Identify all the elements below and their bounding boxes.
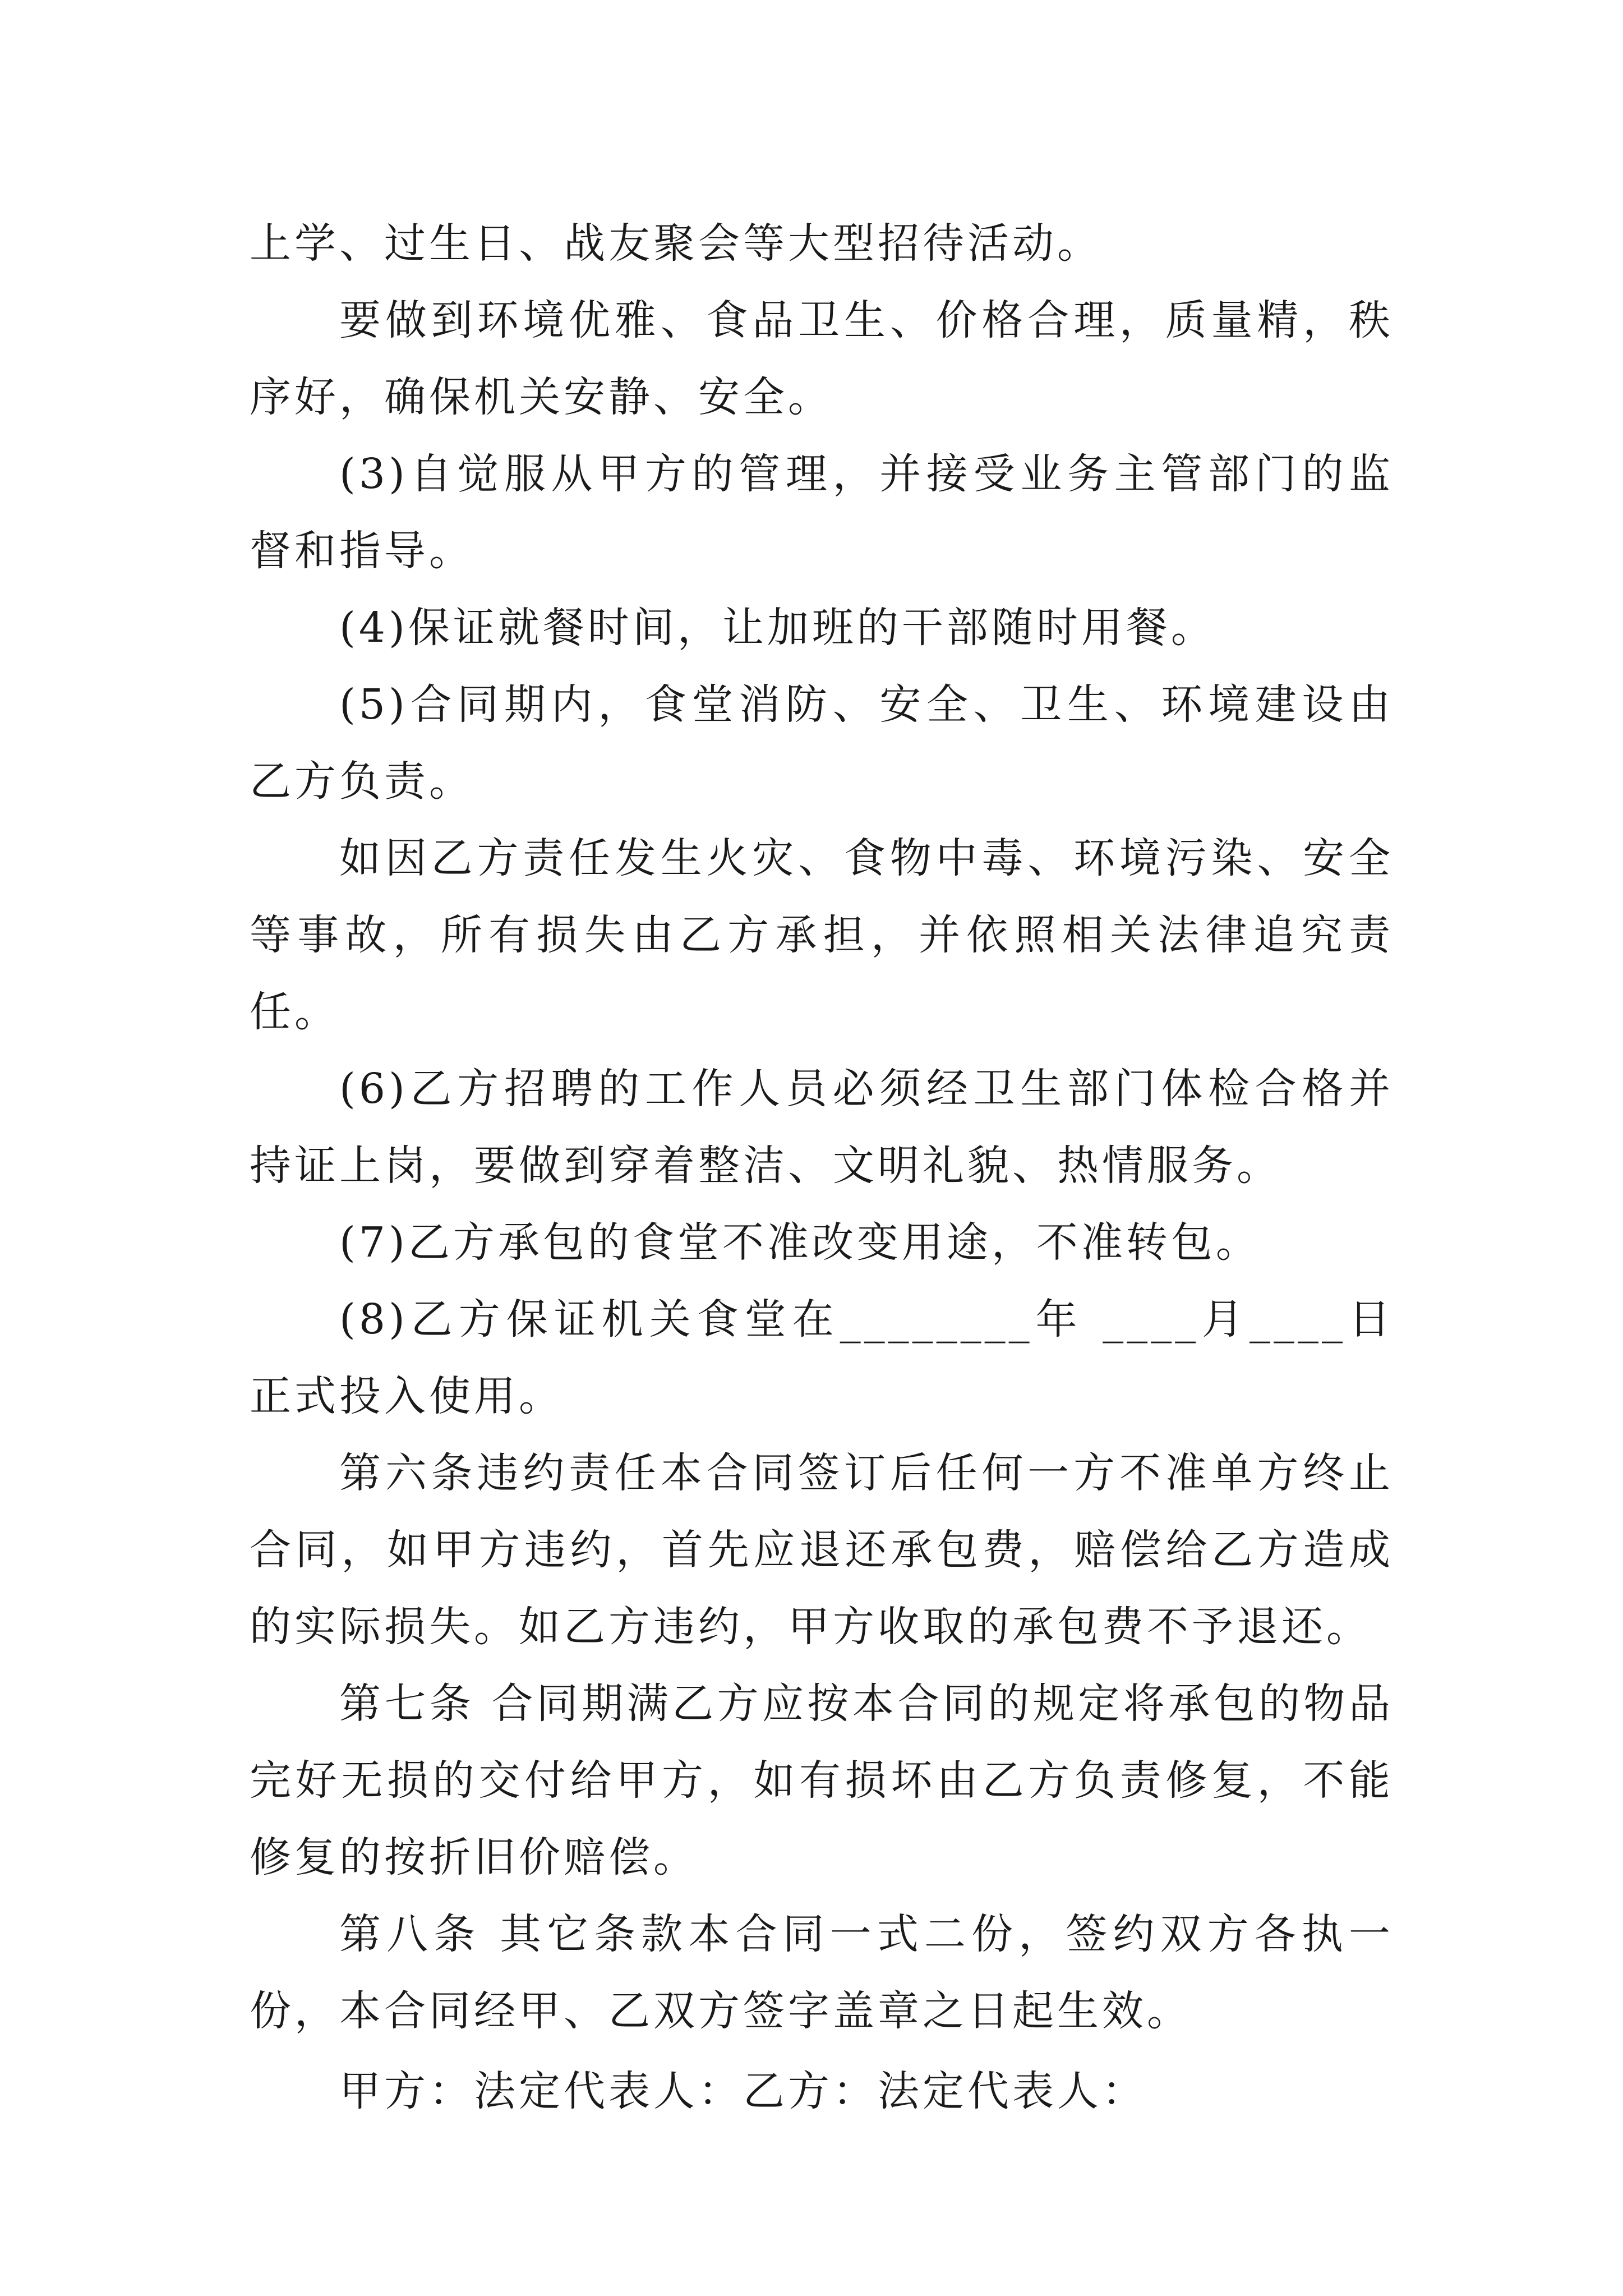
paragraph-item-3: (3)自觉服从甲方的管理，并接受业务主管部门的监督和指导。 [250, 450, 1394, 575]
paragraph-article-8: 第八条 其它条款本合同一式二份，签约双方各执一份，本合同经甲、乙双方签字盖章之日起生效。 [250, 1910, 1394, 2035]
paragraph-item-7: (7)乙方承包的食堂不准改变用途，不准转包。 [339, 1218, 1261, 1267]
document-body [250, 205, 1394, 2130]
paragraph-service-requirements: 要做到环境优雅、食品卫生、价格合理，质量精，秩序好，确保机关安静、安全。 [250, 296, 1394, 421]
paragraph-item-5: (5)合同期内，食堂消防、安全、卫生、环境建设由乙方负责。 [250, 680, 1394, 806]
paragraph-continuation: 上学、过生日、战友聚会等大型招待活动。 [250, 219, 1102, 268]
signature-line: 甲方：法定代表人：乙方：法定代表人： [339, 2067, 1147, 2115]
paragraph-liability: 如因乙方责任发生火灾、食物中毒、环境污染、安全等事故，所有损失由乙方承担，并依照相关法律追究责任。 [250, 834, 1394, 1036]
paragraph-article-6: 第六条违约责任本合同签订后任何一方不准单方终止合同，如甲方违约，首先应退还承包费，赔偿给乙方造成的实际损失。如乙方违约，甲方收取的承包费不予退还。 [250, 1449, 1394, 1651]
paragraph-item-6: (6)乙方招聘的工作人员必须经卫生部门体检合格并持证上岗，要做到穿着整洁、文明礼貌、热情服务。 [250, 1065, 1394, 1190]
paragraph-article-7: 第七条 合同期满乙方应按本合同的规定将承包的物品完好无损的交付给甲方，如有损坏由乙方负责修复，不能修复的按折旧价赔偿。 [250, 1680, 1394, 1881]
paragraph-item-4: (4)保证就餐时间，让加班的干部随时用餐。 [339, 604, 1216, 652]
paragraph-item-8: (8)乙方保证机关食堂在________年 ____月____日正式投入使用。 [250, 1295, 1394, 1420]
